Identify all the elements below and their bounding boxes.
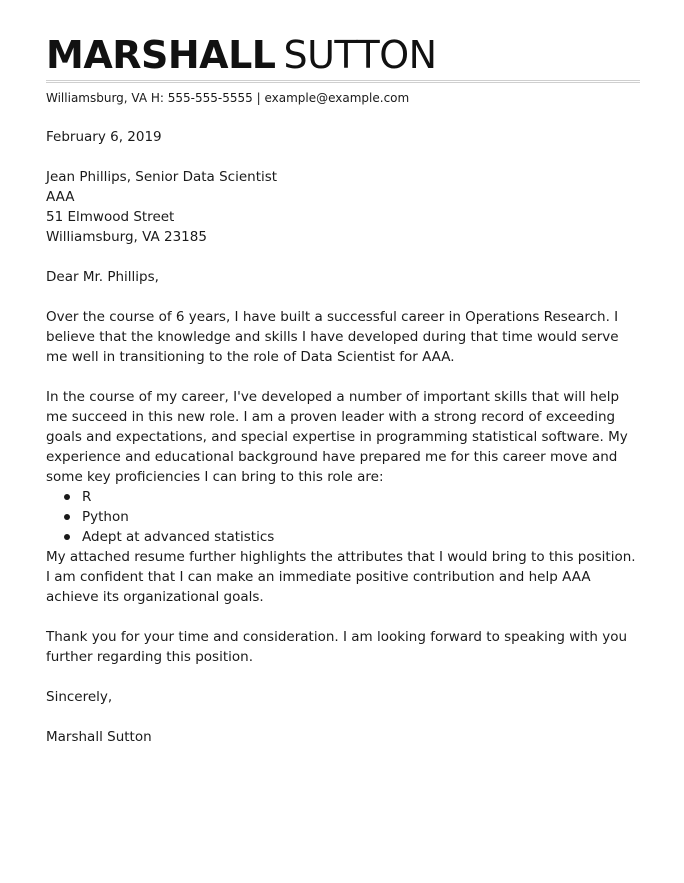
recipient-address xyxy=(46,167,638,247)
skill-label: Adept at advanced statistics xyxy=(82,529,275,545)
letter-body xyxy=(46,127,638,767)
paragraph-1: Over the course of 6 years, I have built a successful career in Operations Research. I believe that the knowledge and skills I have developed during that time would serve me well in transitioning to the role of Data Scientist for AAA. xyxy=(46,309,619,365)
last-name: SUTTON xyxy=(283,33,437,77)
paragraph-4: Thank you for your time and consideration. I am looking forward to speaking with you further regarding this position. xyxy=(46,629,628,665)
first-name: MARSHALL xyxy=(46,33,276,77)
recipient-company: AAA xyxy=(46,189,75,205)
recipient-street: 51 Elmwood Street xyxy=(46,209,175,225)
letter-date: February 6, 2019 xyxy=(46,129,162,145)
paragraph-2: In the course of my career, I've developed a number of important skills that will help me succeed in this new role. I am a proven leader with a strong record of exceeding goals and expectations, and special expertise in programming statistical software. My experience and educational background have prepared me for this career move and some key proficiencies I can bring to this role are: xyxy=(46,389,628,485)
skills-list xyxy=(46,487,638,547)
bullet-icon xyxy=(64,514,70,520)
applicant-name xyxy=(46,33,437,77)
bullet-icon xyxy=(64,494,70,500)
contact-line: Williamsburg, VA H: 555-555-5555 | example@example.com xyxy=(46,91,410,105)
skill-label: R xyxy=(82,489,92,505)
bullet-icon xyxy=(64,534,70,540)
salutation: Dear Mr. Phillips, xyxy=(46,269,159,285)
paragraph-3: My attached resume further highlights the attributes that I would bring to this position. I am confident that I can make an immediate positive contribution and help AAA achieve its organizational goals. xyxy=(46,549,636,605)
header-divider xyxy=(46,80,640,83)
list-item xyxy=(64,487,638,507)
recipient-name-title: Jean Phillips, Senior Data Scientist xyxy=(46,169,278,185)
skill-label: Python xyxy=(82,509,129,525)
signature: Marshall Sutton xyxy=(46,729,152,745)
list-item xyxy=(64,507,638,527)
list-item xyxy=(64,527,638,547)
closing: Sincerely, xyxy=(46,689,113,705)
recipient-city-state-zip: Williamsburg, VA 23185 xyxy=(46,229,207,245)
